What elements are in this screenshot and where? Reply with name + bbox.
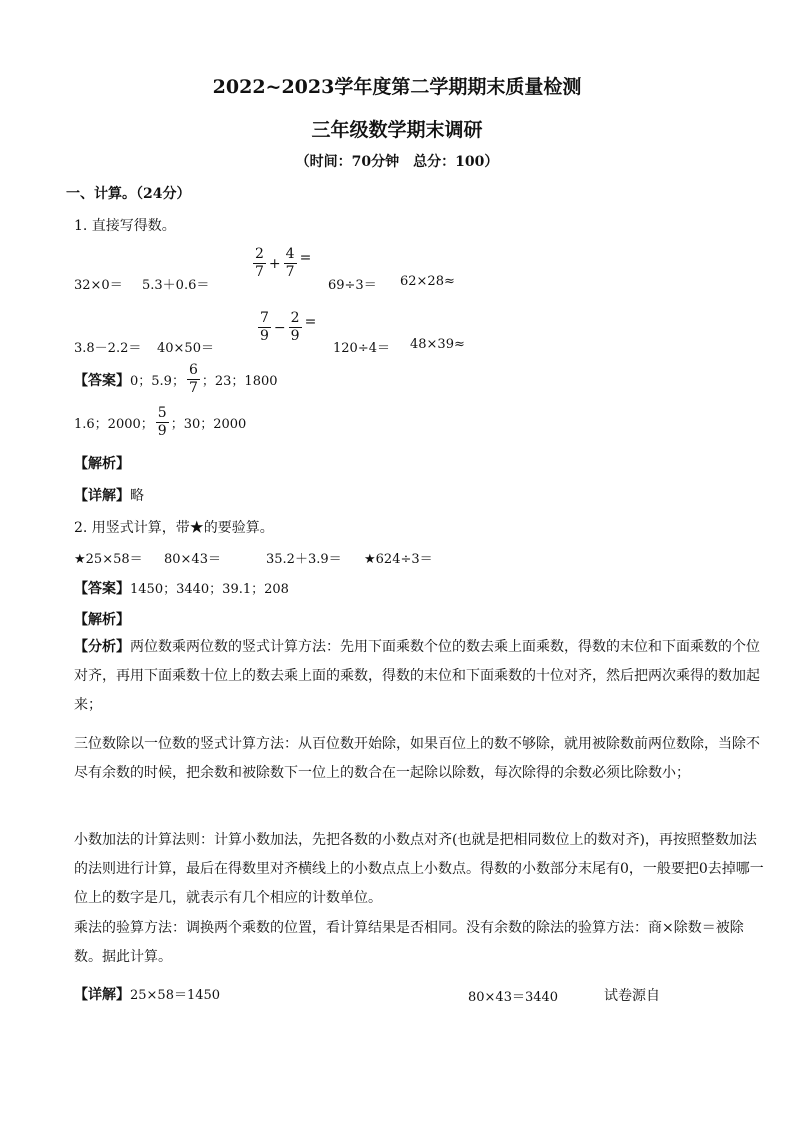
q2-detail bbox=[74, 984, 220, 1004]
detail-tag: 【详解】 bbox=[74, 488, 130, 504]
q1-item: 3.8－2.2＝ bbox=[74, 341, 142, 356]
detail-text: 略 bbox=[130, 488, 144, 504]
fraction-denominator: 9 bbox=[157, 423, 167, 439]
fraction-numerator: 5 bbox=[157, 405, 167, 421]
q1-fraction-expression bbox=[256, 310, 317, 345]
q1-item: 40×50＝ bbox=[157, 341, 214, 356]
q1-item: 5.3＋0.6＝ bbox=[142, 278, 210, 293]
answer-text: ；30；2000 bbox=[170, 417, 247, 432]
q1-item: 48×39≈ bbox=[410, 337, 465, 352]
question-2-label: 2. 用竖式计算，带★的要验算。 bbox=[74, 520, 274, 536]
fraction-denominator: 9 bbox=[290, 328, 300, 344]
fraction-denominator: 9 bbox=[260, 328, 269, 344]
detail-tag: 【详解】 bbox=[74, 987, 130, 1003]
q1-answer-line2 bbox=[74, 405, 246, 440]
answer-text: 1450；3440；39.1；208 bbox=[130, 582, 289, 597]
answer-tag: 【答案】 bbox=[74, 372, 130, 389]
fraction-numerator: 2 bbox=[290, 310, 300, 326]
analysis-paragraph: 小数加法的计算法则：计算小数加法，先把各数的小数点对齐(也就是把相同数位上的数对齐)，再按照整数加法的法则进行计算，最后在得数里对齐横线上的小数点点上小数点。得数的小数部分末尾有0，一般要把0去掉哪一位上的数字是几，就表示有几个相应的计数单位。 bbox=[74, 832, 764, 906]
q1-item: 120÷4＝ bbox=[333, 341, 390, 356]
fraction bbox=[187, 362, 200, 397]
q1-item: 32×0＝ bbox=[74, 278, 123, 293]
fraction bbox=[156, 405, 169, 440]
fraction bbox=[289, 310, 302, 345]
q1-answer-line1 bbox=[74, 362, 278, 397]
fraction-denominator: 7 bbox=[188, 380, 198, 396]
fraction-numerator: 2 bbox=[255, 246, 264, 262]
answer-text: 1.6；2000； bbox=[74, 417, 154, 432]
exam-info: （时间：70分钟 总分：100） bbox=[295, 154, 499, 170]
analysis-paragraph: 乘法的验算方法：调换两个乘数的位置，看计算结果是否相同。没有余数的除法的验算方法：商×除数＝被除数。据此计算。 bbox=[74, 920, 744, 965]
operator: + bbox=[268, 255, 281, 272]
answer-text: ；23；1800 bbox=[201, 374, 278, 389]
detail-text: 25×58＝1450 bbox=[130, 988, 221, 1003]
q1-item: 62×28≈ bbox=[400, 274, 455, 289]
fraction-denominator: 7 bbox=[285, 264, 295, 280]
fraction bbox=[253, 246, 266, 281]
analysis-text: 两位数乘两位数的竖式计算方法：先用下面乘数个位的数去乘上面乘数，得数的末位和下面乘数的个位对齐，再用下面乘数十位上的数去乘上面的乘数，得数的末位和下面乘数的十位对齐，然后把两次乘得的数加起来； bbox=[74, 639, 760, 713]
fraction-denominator: 7 bbox=[255, 264, 264, 280]
source-note: 试卷源自 bbox=[604, 988, 660, 1004]
fraction bbox=[258, 310, 271, 345]
fraction-numerator: 6 bbox=[188, 362, 198, 378]
q2-problem: ★25×58＝ bbox=[74, 552, 143, 567]
equals-sign: = bbox=[299, 250, 312, 266]
q2-problem: 35.2＋3.9＝ bbox=[266, 552, 342, 567]
exam-title: 2022~2023学年度第二学期期末质量检测 bbox=[212, 76, 582, 98]
question-1-label: 1. 直接写得数。 bbox=[74, 218, 176, 234]
q2-problem: 80×43＝ bbox=[164, 552, 221, 567]
answer-tag: 【答案】 bbox=[74, 581, 130, 597]
q1-fraction-expression bbox=[251, 246, 312, 281]
analysis-paragraph bbox=[74, 633, 764, 720]
q1-detail bbox=[74, 485, 144, 505]
section-heading: 一、计算。（24分） bbox=[66, 186, 191, 202]
fraction-numerator: 7 bbox=[260, 310, 269, 326]
fraction bbox=[284, 246, 297, 281]
q1-item: 69÷3＝ bbox=[328, 278, 377, 293]
analysis-tag: 【解析】 bbox=[74, 456, 130, 472]
analysis-label: 【分析】 bbox=[74, 639, 130, 655]
fraction-numerator: 4 bbox=[285, 246, 295, 262]
q2-problem: ★624÷3＝ bbox=[364, 552, 433, 567]
q2-answer bbox=[74, 578, 289, 598]
answer-text: 0；5.9； bbox=[130, 374, 185, 389]
exam-subtitle: 三年级数学期末调研 bbox=[311, 119, 483, 141]
operator: − bbox=[273, 319, 286, 336]
analysis-paragraph: 三位数除以一位数的竖式计算方法：从百位数开始除，如果百位上的数不够除，就用被除数前两位数除，当除不尽有余数的时候，把余数和被除数下一位上的数合在一起除以除数，每次除得的余数必须比除数小； bbox=[74, 736, 760, 781]
analysis-tag: 【解析】 bbox=[74, 612, 130, 628]
equals-sign: = bbox=[304, 314, 317, 330]
detail-text: 80×43＝3440 bbox=[468, 990, 559, 1005]
